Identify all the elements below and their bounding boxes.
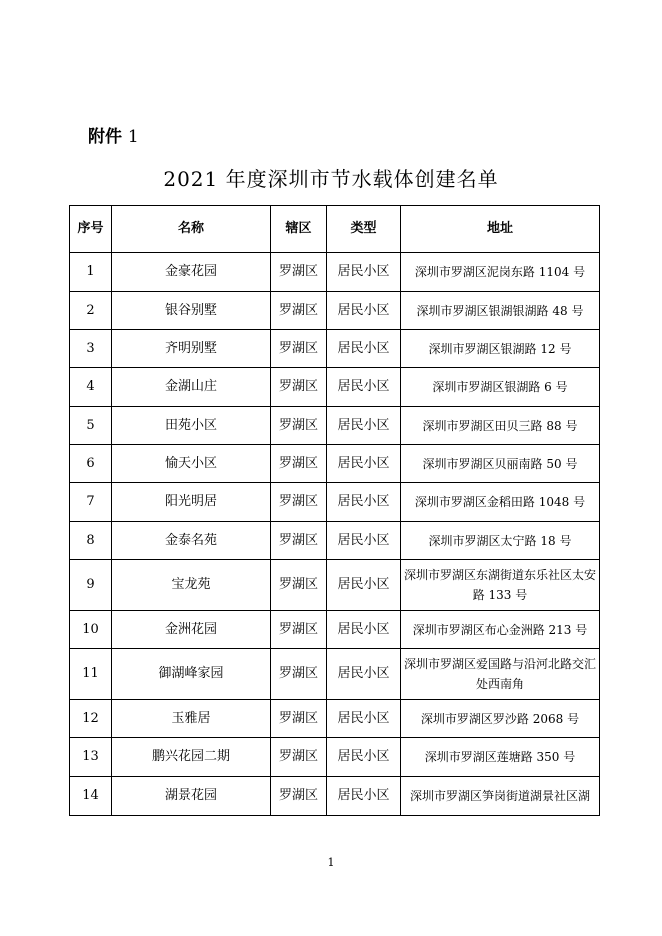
table-row [70,253,600,292]
cell-address: 深圳市罗湖区爱国路与沿河北路交汇处西南角 [401,649,600,700]
cell-index: 14 [70,777,112,816]
cell-type: 居民小区 [327,292,401,330]
cell-address: 深圳市罗湖区银湖路 12 号 [401,330,600,368]
cell-name: 愉天小区 [112,445,271,483]
cell-index: 7 [70,483,112,522]
cell-name: 阳光明居 [112,483,271,522]
cell-district: 罗湖区 [271,483,327,522]
table-row [70,368,600,407]
cell-type: 居民小区 [327,445,401,483]
header-index: 序号 [70,206,112,253]
cell-type: 居民小区 [327,330,401,368]
cell-name: 金豪花园 [112,253,271,292]
table-row [70,407,600,445]
table-row [70,611,600,649]
cell-district: 罗湖区 [271,777,327,816]
attachment-text: 附件 [88,127,122,147]
cell-district: 罗湖区 [271,611,327,649]
cell-name: 田苑小区 [112,407,271,445]
cell-type: 居民小区 [327,700,401,738]
cell-index: 3 [70,330,112,368]
cell-district: 罗湖区 [271,330,327,368]
cell-district: 罗湖区 [271,522,327,560]
header-name: 名称 [112,206,271,253]
cell-index: 2 [70,292,112,330]
cell-name: 金湖山庄 [112,368,271,407]
cell-name: 银谷别墅 [112,292,271,330]
table-row [70,738,600,777]
cell-district: 罗湖区 [271,700,327,738]
cell-address: 深圳市罗湖区布心金洲路 213 号 [401,611,600,649]
table-body [70,253,600,816]
cell-type: 居民小区 [327,368,401,407]
cell-district: 罗湖区 [271,445,327,483]
cell-address: 深圳市罗湖区田贝三路 88 号 [401,407,600,445]
cell-index: 6 [70,445,112,483]
cell-name: 宝龙苑 [112,560,271,611]
table-row [70,700,600,738]
cell-district: 罗湖区 [271,649,327,700]
cell-index: 10 [70,611,112,649]
header-type: 类型 [327,206,401,253]
cell-type: 居民小区 [327,483,401,522]
cell-type: 居民小区 [327,253,401,292]
header-address: 地址 [401,206,600,253]
cell-type: 居民小区 [327,560,401,611]
cell-index: 13 [70,738,112,777]
cell-name: 齐明别墅 [112,330,271,368]
cell-type: 居民小区 [327,407,401,445]
cell-index: 1 [70,253,112,292]
cell-district: 罗湖区 [271,368,327,407]
table-row [70,292,600,330]
cell-index: 5 [70,407,112,445]
cell-index: 9 [70,560,112,611]
cell-index: 12 [70,700,112,738]
table-row [70,330,600,368]
page-title: 2021 年度深圳市节水载体创建名单 [163,167,499,191]
cell-address: 深圳市罗湖区东湖街道东乐社区太安路 133 号 [401,560,600,611]
cell-type: 居民小区 [327,777,401,816]
cell-address: 深圳市罗湖区太宁路 18 号 [401,522,600,560]
cell-address: 深圳市罗湖区泥岗东路 1104 号 [401,253,600,292]
attachment-label [88,122,139,147]
cell-index: 8 [70,522,112,560]
header-district: 辖区 [271,206,327,253]
cell-index: 4 [70,368,112,407]
cell-name: 鹏兴花园二期 [112,738,271,777]
cell-address: 深圳市罗湖区银湖路 6 号 [401,368,600,407]
table-row [70,522,600,560]
cell-name: 湖景花园 [112,777,271,816]
cell-address: 深圳市罗湖区莲塘路 350 号 [401,738,600,777]
cell-name: 金泰名苑 [112,522,271,560]
cell-district: 罗湖区 [271,292,327,330]
cell-address: 深圳市罗湖区银湖银湖路 48 号 [401,292,600,330]
cell-district: 罗湖区 [271,407,327,445]
table-row [70,445,600,483]
attachment-number: 1 [127,127,139,147]
cell-district: 罗湖区 [271,253,327,292]
cell-district: 罗湖区 [271,560,327,611]
cell-name: 金洲花园 [112,611,271,649]
table-row [70,483,600,522]
cell-address: 深圳市罗湖区罗沙路 2068 号 [401,700,600,738]
cell-index: 11 [70,649,112,700]
table-row [70,560,600,611]
cell-name: 玉雅居 [112,700,271,738]
cell-district: 罗湖区 [271,738,327,777]
cell-address: 深圳市罗湖区金稻田路 1048 号 [401,483,600,522]
cell-type: 居民小区 [327,649,401,700]
cell-address: 深圳市罗湖区笋岗街道湖景社区湖 [401,777,600,816]
cell-type: 居民小区 [327,522,401,560]
page-number: 1 [327,856,335,869]
cell-name: 御湖峰家园 [112,649,271,700]
cell-type: 居民小区 [327,611,401,649]
list-table [69,205,600,816]
table-row [70,777,600,816]
table-row [70,649,600,700]
cell-type: 居民小区 [327,738,401,777]
cell-address: 深圳市罗湖区贝丽南路 50 号 [401,445,600,483]
table-header-row [70,206,600,253]
